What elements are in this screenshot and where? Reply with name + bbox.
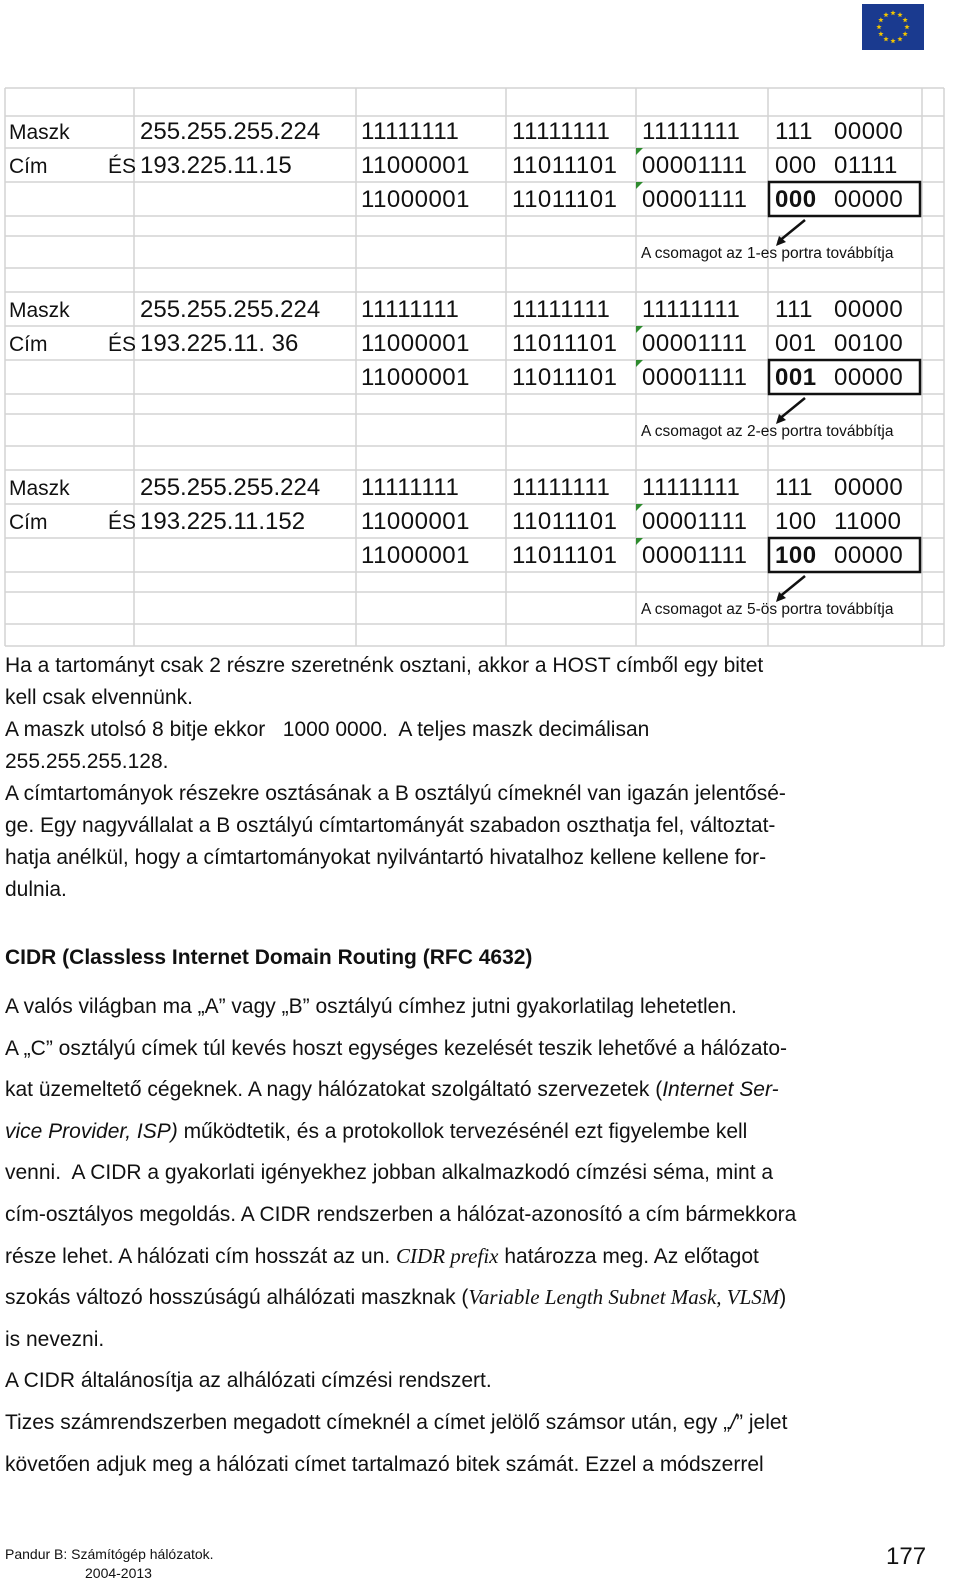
binary-octet: 00001111 [642, 186, 748, 213]
text-line: dulnia. [5, 878, 67, 901]
subnet-bits: 100 [775, 508, 817, 535]
address-decimal: 193.225.11.15 [140, 152, 292, 179]
mask-decimal: 255.255.255.224 [140, 296, 321, 323]
mask-decimal: 255.255.255.224 [140, 474, 321, 501]
text-line: A maszk utolsó 8 bitje ekkor 1000 0000. A teljes maszk decimálisan [5, 718, 650, 741]
subnet-result-bits: 001 [775, 364, 817, 391]
host-bits: 00000 [834, 474, 904, 501]
footer-years: 2004-2013 [85, 1565, 152, 1581]
host-bits: 00000 [834, 364, 904, 391]
forwarding-note: A csomagot az 2-es portra továbbítja [641, 423, 894, 440]
binary-octet: 11111111 [512, 118, 611, 145]
and-operator: ÉS [108, 511, 137, 534]
text-line: venni. A CIDR a gyakorlati igényekhez jobban alkalmazkodó címzési séma, mint a [5, 1161, 774, 1185]
subnet-bits: 000 [775, 152, 817, 179]
page-number: 177 [886, 1543, 927, 1570]
text-line: része lehet. A hálózati cím hosszát az un. CIDR prefix határozza meg. Az előtagot [5, 1243, 759, 1268]
text-line: követően adjuk meg a hálózati címet tartalmazó bitek számát. Ezzel a módszerrel [5, 1452, 764, 1476]
subnet-bits: 111 [775, 118, 813, 145]
host-bits: 00000 [834, 118, 904, 145]
row-label: Cím [9, 511, 48, 534]
subnet-result-bits: 000 [775, 186, 817, 213]
forwarding-note: A csomagot az 1-es portra továbbítja [641, 245, 894, 262]
host-bits: 01111 [834, 152, 898, 179]
host-bits: 11000 [834, 508, 902, 535]
binary-octet: 11011101 [512, 542, 618, 569]
subnet-bits: 001 [775, 330, 817, 357]
text-line: kat üzemeltető cégeknek. A nagy hálózatokat szolgáltató szervezetek (Internet Ser- [5, 1078, 779, 1102]
text-line: is nevezni. [5, 1327, 105, 1351]
binary-octet: 00001111 [642, 364, 748, 391]
row-label: Maszk [9, 299, 70, 322]
binary-octet: 11111111 [642, 474, 741, 501]
binary-octet: 11111111 [512, 296, 611, 323]
section-heading: CIDR (Classless Internet Domain Routing (RFC 4632) [5, 946, 533, 969]
text-line: szokás változó hosszúságú alhálózati maszknak (Variable Length Subnet Mask, VLSM) [5, 1285, 787, 1310]
binary-octet: 00001111 [642, 330, 748, 357]
and-operator: ÉS [108, 155, 137, 178]
address-decimal: 193.225.11. 36 [140, 330, 299, 357]
binary-octet: 11111111 [512, 474, 611, 501]
text-line: hatja anélkül, hogy a címtartományokat nyilvántartó hivatalhoz kellene kellene for- [5, 846, 767, 869]
binary-octet: 11011101 [512, 152, 618, 179]
binary-octet: 11000001 [361, 152, 470, 179]
footer-title: Pandur B: Számítógép hálózatok. [5, 1546, 214, 1562]
footer-source [5, 1545, 214, 1583]
binary-octet: 11011101 [512, 330, 618, 357]
binary-octet: 11111111 [361, 118, 460, 145]
host-bits: 00000 [834, 296, 904, 323]
text-line: A valós világban ma „A” vagy „B” osztályú címhez jutni gyakorlatilag lehetetlen. [5, 995, 737, 1018]
binary-octet: 11111111 [642, 118, 741, 145]
text-line: A címtartományok részekre osztásának a B osztályú címeknél van igazán jelentősé- [5, 782, 786, 805]
host-bits: 00100 [834, 330, 904, 357]
text-line: cím-osztályos megoldás. A CIDR rendszerben a hálózat-azonosító a cím bármekkora [5, 1202, 797, 1226]
binary-octet: 11011101 [512, 508, 618, 535]
row-label: Cím [9, 333, 48, 356]
text-line: A CIDR általánosítja az alhálózati címzési rendszert. [5, 1369, 492, 1393]
paragraph-cidr [5, 986, 930, 1485]
binary-octet: 00001111 [642, 152, 748, 179]
text-line: A „C” osztályú címek túl kevés hoszt egységes kezelését teszik lehetővé a hálózato- [5, 1036, 788, 1060]
binary-octet: 11111111 [642, 296, 741, 323]
text-line: kell csak elvennünk. [5, 686, 193, 709]
subnet-result-bits: 100 [775, 542, 817, 569]
text-line: Ha a tartományt csak 2 részre szeretnénk osztani, akkor a HOST címből egy bitet [5, 654, 764, 677]
binary-octet: 11011101 [512, 186, 618, 213]
binary-octet: 00001111 [642, 542, 748, 569]
subnet-bits: 111 [775, 474, 813, 501]
host-bits: 00000 [834, 186, 904, 213]
mask-decimal: 255.255.255.224 [140, 118, 321, 145]
text-line: 255.255.255.128. [5, 750, 169, 773]
paragraph-subnetting [5, 650, 930, 906]
and-operator: ÉS [108, 333, 137, 356]
row-label: Cím [9, 155, 48, 178]
binary-octet: 11000001 [361, 186, 470, 213]
text-line: vice Provider, ISP) működtetik, és a protokollok tervezésénél ezt figyelembe kell [5, 1119, 748, 1143]
binary-octet: 11000001 [361, 364, 470, 391]
binary-octet: 11011101 [512, 364, 618, 391]
binary-octet: 11111111 [361, 296, 460, 323]
binary-octet: 11111111 [361, 474, 460, 501]
address-decimal: 193.225.11.152 [140, 508, 306, 535]
host-bits: 00000 [834, 542, 904, 569]
binary-octet: 11000001 [361, 542, 470, 569]
text-line: Tizes számrendszerben megadott címeknél a címet jelölő számsor után, egy „/” jelet [5, 1410, 788, 1434]
row-label: Maszk [9, 121, 70, 144]
forwarding-note: A csomagot az 5-ös portra továbbítja [641, 601, 894, 618]
subnet-bits: 111 [775, 296, 813, 323]
text-line: ge. Egy nagyvállalat a B osztályú címtartományát szabadon oszthatja fel, változtat- [5, 814, 776, 837]
binary-octet: 11000001 [361, 330, 470, 357]
binary-octet: 11000001 [361, 508, 470, 535]
binary-octet: 00001111 [642, 508, 748, 535]
row-label: Maszk [9, 477, 70, 500]
